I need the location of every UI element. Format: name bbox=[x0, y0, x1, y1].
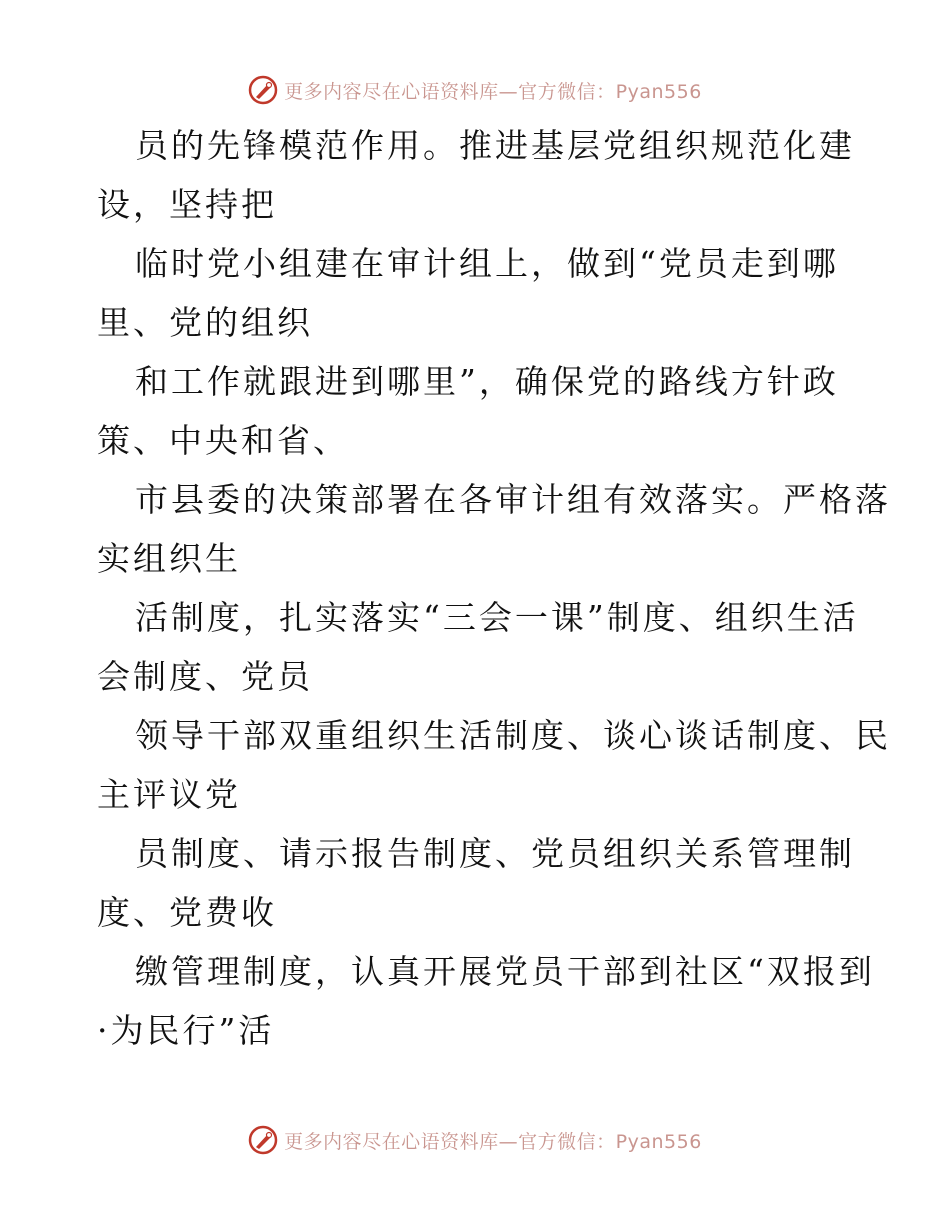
body-line: 主评议党 bbox=[97, 775, 241, 814]
body-line: 策、中央和省、 bbox=[97, 421, 349, 460]
pen-nib-logo-icon bbox=[248, 75, 278, 105]
body-line: 员制度、请示报告制度、党员组织关系管理制 bbox=[135, 834, 855, 873]
body-line: 活制度，扎实落实“三会一课”制度、组织生活 bbox=[135, 598, 859, 637]
header-banner-text: 更多内容尽在心语资料库—官方微信：Pyan556 bbox=[284, 80, 702, 103]
header-banner bbox=[0, 68, 950, 112]
pen-nib-logo-icon bbox=[248, 1125, 278, 1155]
document-body bbox=[97, 116, 891, 1060]
footer-banner bbox=[0, 1118, 950, 1162]
body-line: 设，坚持把 bbox=[97, 185, 277, 224]
body-line: 领导干部双重组织生活制度、谈心谈话制度、民 bbox=[135, 716, 891, 755]
body-line: 缴管理制度，认真开展党员干部到社区“双报到 bbox=[135, 952, 875, 991]
body-line: 度、党费收 bbox=[97, 893, 277, 932]
body-line: 里、党的组织 bbox=[97, 303, 313, 342]
body-line: 实组织生 bbox=[97, 539, 241, 578]
body-line: 会制度、党员 bbox=[97, 657, 313, 696]
body-line: 和工作就跟进到哪里”，确保党的路线方针政 bbox=[135, 362, 839, 401]
body-line: 市县委的决策部署在各审计组有效落实。严格落 bbox=[135, 480, 891, 519]
body-line: 临时党小组建在审计组上，做到“党员走到哪 bbox=[135, 244, 839, 283]
body-line: 员的先锋模范作用。推进基层党组织规范化建 bbox=[135, 126, 855, 165]
body-line: ·为民行”活 bbox=[97, 1011, 275, 1050]
footer-banner-text: 更多内容尽在心语资料库—官方微信：Pyan556 bbox=[284, 1130, 702, 1153]
